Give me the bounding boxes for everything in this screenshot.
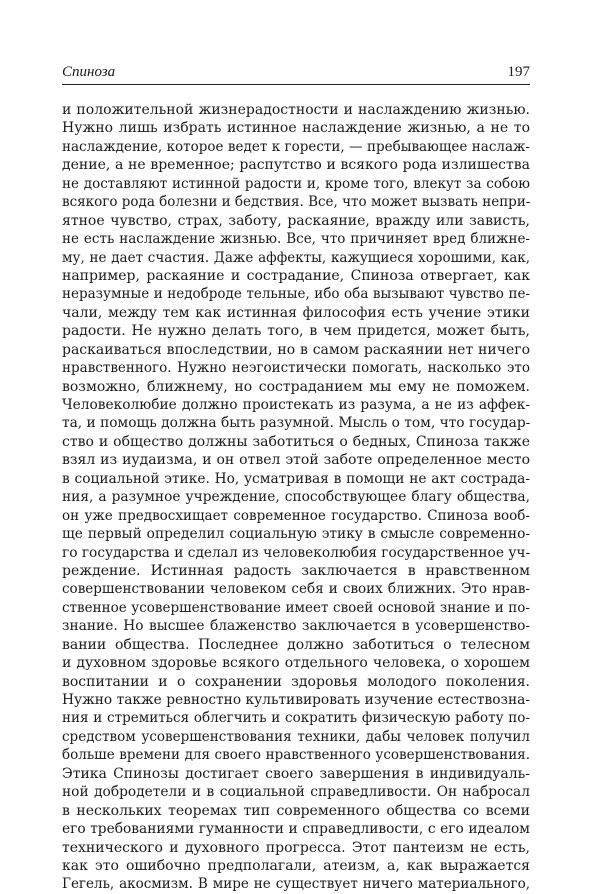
text-line: он уже предвосхищает современное государство. Спиноза вооб- bbox=[62, 507, 530, 524]
running-title: Спиноза bbox=[62, 64, 116, 80]
text-line: не есть наслаждение жизнью. Все, что причиняет вред ближне- bbox=[62, 231, 530, 248]
text-line: му, не дает счастия. Даже аффекты, кажущиеся хорошими, как, bbox=[62, 249, 530, 266]
text-line: ния и стремиться облегчить и сократить физическую работу по- bbox=[62, 710, 530, 727]
text-line: и положительной жизнерадостности и наслаждению жизнью. bbox=[62, 102, 530, 118]
text-line: технического и духовного прогресса. Этот пантеизм не есть, bbox=[62, 839, 530, 856]
text-line: в социальной этике. Но, усматривая в помощи не акт сострада- bbox=[62, 470, 530, 487]
text-line: больше времени для своего нравственного усовершенствования. bbox=[62, 747, 530, 764]
text-line: ния, а разумное учреждение, способствующее благу общества, bbox=[62, 489, 530, 506]
text-line: Человеколюбие должно проистекать из разума, а не из аффек- bbox=[62, 397, 530, 413]
text-line: возможно, ближнему, но состраданием мы ему не поможем. bbox=[62, 378, 530, 395]
text-line: вании общества. Последнее должно заботиться о телесном bbox=[62, 636, 530, 653]
text-line: та, и помощь должна быть разумной. Мысль о том, что государ- bbox=[62, 415, 530, 432]
text-line: воспитании и о сохранении здоровья молодого поколения. bbox=[62, 673, 530, 690]
text-line: го государства и сделал из человеколюбия государственное уч- bbox=[62, 544, 530, 561]
text-line: ятное чувство, страх, заботу, раскаяние, вражду или зависть, bbox=[62, 212, 530, 229]
text-line: как это ошибочно предполагали, атеизм, а, как выражается bbox=[62, 857, 530, 874]
running-header bbox=[62, 62, 530, 85]
text-line: ще первый определил социальную этику в смысле современно- bbox=[62, 526, 530, 543]
text-line: его требованиями гуманности и справедливости, с его идеалом bbox=[62, 821, 530, 838]
text-line: раскаиваться впоследствии, но в самом раскаянии нет ничего bbox=[62, 341, 530, 358]
text-line: средством усовершенствования техники, дабы человек получил bbox=[62, 728, 530, 745]
text-line: ной добродетели и в социальной справедливости. Он набросал bbox=[62, 784, 530, 801]
text-line: Этика Спинозы достигает своего завершения в индивидуаль- bbox=[62, 765, 530, 782]
text-line: чали, между тем как истинная философия есть учение этики bbox=[62, 304, 530, 321]
text-line: дение, а не временное; распутство и всякого рода излишества bbox=[62, 157, 530, 174]
text-line: Гегель, акосмизм. В мире не существует ничего материального, bbox=[62, 876, 530, 893]
text-line: неразумные и недоброде тельные, ибо оба вызывают чувство пе- bbox=[62, 286, 530, 303]
page-number: 197 bbox=[507, 64, 530, 80]
text-line: совершенствовании человеком себя и своих ближних. Это нрав- bbox=[62, 581, 530, 598]
text-line: в нескольких теоремах тип современного общества со всеми bbox=[62, 802, 530, 819]
text-line: взял из иудаизма, и он отвел этой заботе определенное место bbox=[62, 452, 530, 469]
text-line: Нужно лишь избрать истинное наслаждение жизнью, а не то bbox=[62, 120, 530, 137]
text-line: нравственного. Нужно неэгоистически помогать, насколько это bbox=[62, 360, 530, 377]
text-line: всякого рода болезни и бедствия. Все, что может вызвать непри- bbox=[62, 194, 530, 211]
text-line: не доставляют истинной радости и, кроме того, влекут за собою bbox=[62, 175, 530, 192]
text-line: ство и общество должны заботиться о бедных, Спиноза также bbox=[62, 433, 530, 450]
text-line: например, раскаяние и сострадание, Спиноза отвергает, как bbox=[62, 267, 530, 284]
text-line: радости. Не нужно делать того, в чем придется, может быть, bbox=[62, 323, 530, 340]
text-line: и духовном здоровье всякого отдельного человека, о хорошем bbox=[62, 655, 530, 672]
text-line: Нужно также ревностно культивировать изучение естествозна- bbox=[62, 692, 530, 708]
text-line: ственное усовершенствование имеет своей основой знание и по- bbox=[62, 599, 530, 616]
body-text bbox=[62, 101, 530, 894]
text-line: знание. Но высшее блаженство заключается в усовершенство- bbox=[62, 618, 530, 635]
text-line: наслаждение, которое ведет к горести, — пребывающее наслаж- bbox=[62, 138, 530, 155]
text-line: реждение. Истинная радость заключается в нравственном bbox=[62, 562, 530, 579]
